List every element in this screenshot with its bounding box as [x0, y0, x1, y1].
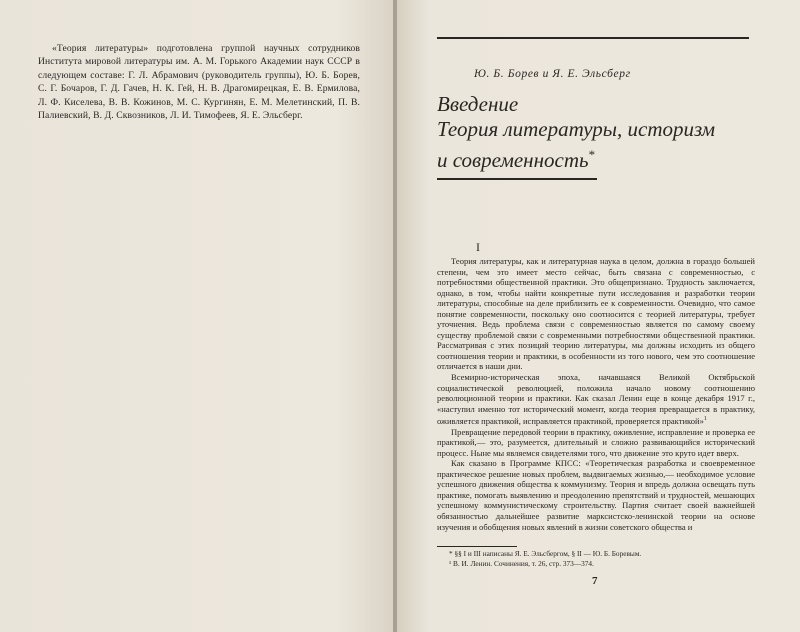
- title-footnote-mark: *: [588, 147, 596, 162]
- footnote: ¹ В. И. Ленин. Сочинения, т. 26, стр. 373—374.: [449, 559, 594, 568]
- chapter-authors: Ю. Б. Борев и Я. Е. Эльсберг: [474, 68, 631, 80]
- top-rule: [437, 37, 749, 39]
- chapter-title-line-2: Теория литературы, историзм: [437, 117, 716, 141]
- page-number: 7: [592, 575, 598, 587]
- footnote: * §§ I и III написаны Я. Е. Эльсбергом, § II — Ю. Б. Боревым.: [449, 549, 642, 558]
- footnotes: [449, 549, 749, 569]
- paragraph: [437, 372, 755, 427]
- footnote-ref: 1: [703, 416, 707, 423]
- paragraph: Превращение передовой теории в практику, оживление, исправление и проверка ее практикой,— это, разумеется, длительный и сложно развивающийся исторический процесс. Ныне мы являемся свидетелями того, что движение это круто идет вверх.: [437, 426, 755, 458]
- body-text: [437, 256, 755, 532]
- paragraph: Как сказано в Программе КПСС: «Теоретическая разработка и своевременное практическое решение новых проблем, выдвигаемых жизнью,— необходимое условие успешного движения общества к коммунизму. Теория и впредь должна освещать путь практике, помогать выявлению и преодолению препятствий и трудностей, мешающих успешному коммунистическому строительству. Партия считает своей важнейшей обязанностью дальнейшее развитие марксистско-ленинской теории на основе изучения и обобщения новых явлений в жизни советского общества и: [437, 458, 755, 532]
- footnote-rule: [437, 546, 517, 547]
- title-rule: [437, 178, 597, 180]
- section-number: I: [476, 240, 480, 254]
- chapter-title-line-3-text: и современность: [437, 148, 589, 172]
- paragraph: Теория литературы, как и литературная наука в целом, должна в гораздо большей степени, чем это имеет место сейчас, быть связана с современностью, с потребностями общественной практики. Это общепризнано. Трудность заключается, однако, в том, чтобы найти конкретные пути исследования и разработки теории литературы, способные на деле приблизить ее к современности. Очевидно, что самое понятие современности, поскольку оно соотносится с теорией литературы, требует уточнения. Ведь проблема связи с современностью является по самому своему существу проблемой связи с современными потребностями общественной практики. Рассматривая с этих позиций теорию литературы, мы должны исходить из общего соотношения теории и практики, в особенности из того нового, чем это соотношение отличается в наши дни.: [437, 256, 755, 372]
- paragraph-text: Всемирно-историческая эпоха, начавшаяся Великой Октябрьской социалистической революцией, положила начало новому соотношению революционной теории и практики. Как сказал Ленин еще в конце декабря 1917 г., «наступил именно тот исторический момент, когда теория превращается в практику, оживляется практикой, исправляется практикой, проверяется практикой»: [437, 372, 755, 427]
- chapter-title: [437, 92, 757, 173]
- chapter-title-line-3: [437, 142, 757, 173]
- left-page: [0, 0, 395, 632]
- chapter-title-line-1: Введение: [437, 92, 519, 116]
- credits-paragraph: «Теория литературы» подготовлена группой научных сотрудников Института мировой литературы им. А. М. Горького Академии наук СССР в следующем составе: Г. Л. Абрамович (руководитель группы), Ю. Б. Борев, С. Г. Бочаров, Г. Д. Гачев, Н. К. Гей, Н. В. Драгомирецкая, Е. В. Ермилова, Л. Ф. Киселева, В. В. Кожинов, М. С. Кургинян, Е. М. Мелетинский, П. В. Палиевский, В. Д. Сквозников, Л. И. Тимофеев, Я. Е. Эльсберг.: [38, 43, 360, 122]
